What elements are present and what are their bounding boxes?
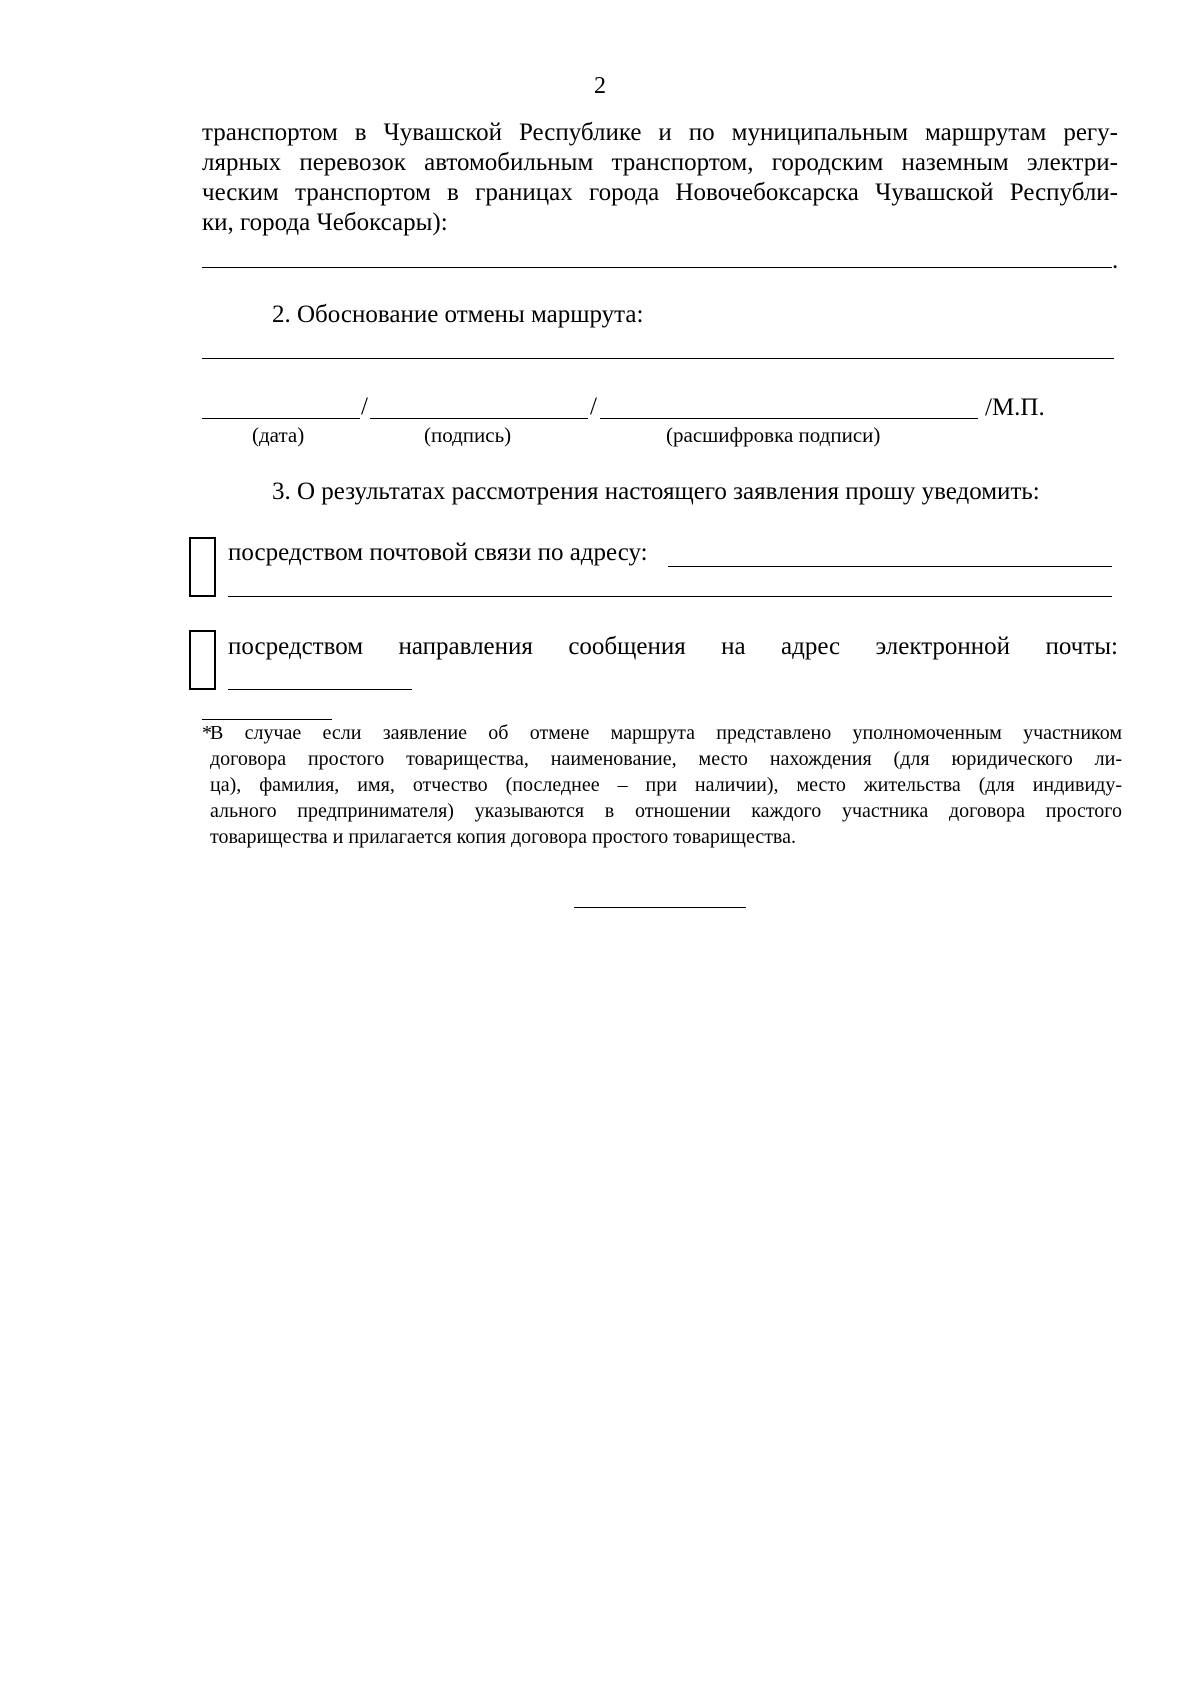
email-option-word: посредством [228,633,364,660]
email-option-word: почты: [1045,633,1118,660]
reason-blank-line[interactable] [202,358,1114,359]
intro-paragraph [202,118,1118,238]
email-option-word: электронной [875,633,1011,660]
footnote-line: договора простого товарищества, наименование, место нахождения (для юридического ли- [210,748,1122,770]
postal-address-blank-line-2[interactable] [228,596,1112,597]
intro-line: ки, города Чебоксары): [202,209,448,236]
section-2-title: 2. Обоснование отмены маршрута: [272,301,644,328]
footnote-text [210,720,1122,850]
signature-decoding-caption: (расшифровка подписи) [666,423,881,447]
email-option-word: направления [398,633,533,660]
footnote-line: товарищества и прилагается копия договора простого товарищества. [210,826,796,848]
stamp-label: /М.П. [985,394,1045,421]
email-option-checkbox[interactable] [189,630,216,690]
page-number: 2 [594,73,606,99]
signature-caption: (подпись) [424,423,512,447]
date-blank-line[interactable] [202,418,360,419]
footnote-line: В случае если заявление об отмене маршрута представлено уполномоченным участником [210,722,1122,744]
footnote-mark: * [202,722,212,744]
separator-slash: / [361,393,368,420]
email-option-word: адрес [781,633,841,660]
intro-line: транспортом в Чувашской Республике и по муниципальным маршрутам регу- [202,119,1118,146]
end-of-document-rule [574,907,746,908]
postal-option-checkbox[interactable] [189,537,216,597]
intro-line-end: . [1112,247,1119,274]
separator-slash: / [590,393,597,420]
email-address-blank-line[interactable] [228,689,412,690]
intro-blank-line[interactable] [202,267,1112,268]
date-caption: (дата) [252,423,305,447]
intro-line: ческим транспортом в границах города Новочебоксарска Чувашской Республи- [202,179,1118,206]
email-option-word: на [721,633,746,660]
email-option-label [228,632,1118,662]
postal-address-blank-line[interactable] [668,566,1112,567]
postal-option-label: посредством почтовой связи по адресу: [228,539,648,566]
footnote-line: ца), фамилия, имя, отчество (последнее – при наличии), место жительства (для индивиду- [210,774,1122,796]
intro-line: лярных перевозок автомобильным транспортом, городским наземным электри- [202,149,1118,176]
section-3-title: 3. О результатах рассмотрения настоящего заявления прошу уведомить: [272,478,1040,505]
email-option-word: сообщения [568,633,686,660]
footnote-line: ального предпринимателя) указываются в отношении каждого участника договора простого [210,800,1122,822]
signature-decoding-blank-line[interactable] [600,418,978,419]
signature-blank-line[interactable] [370,418,588,419]
